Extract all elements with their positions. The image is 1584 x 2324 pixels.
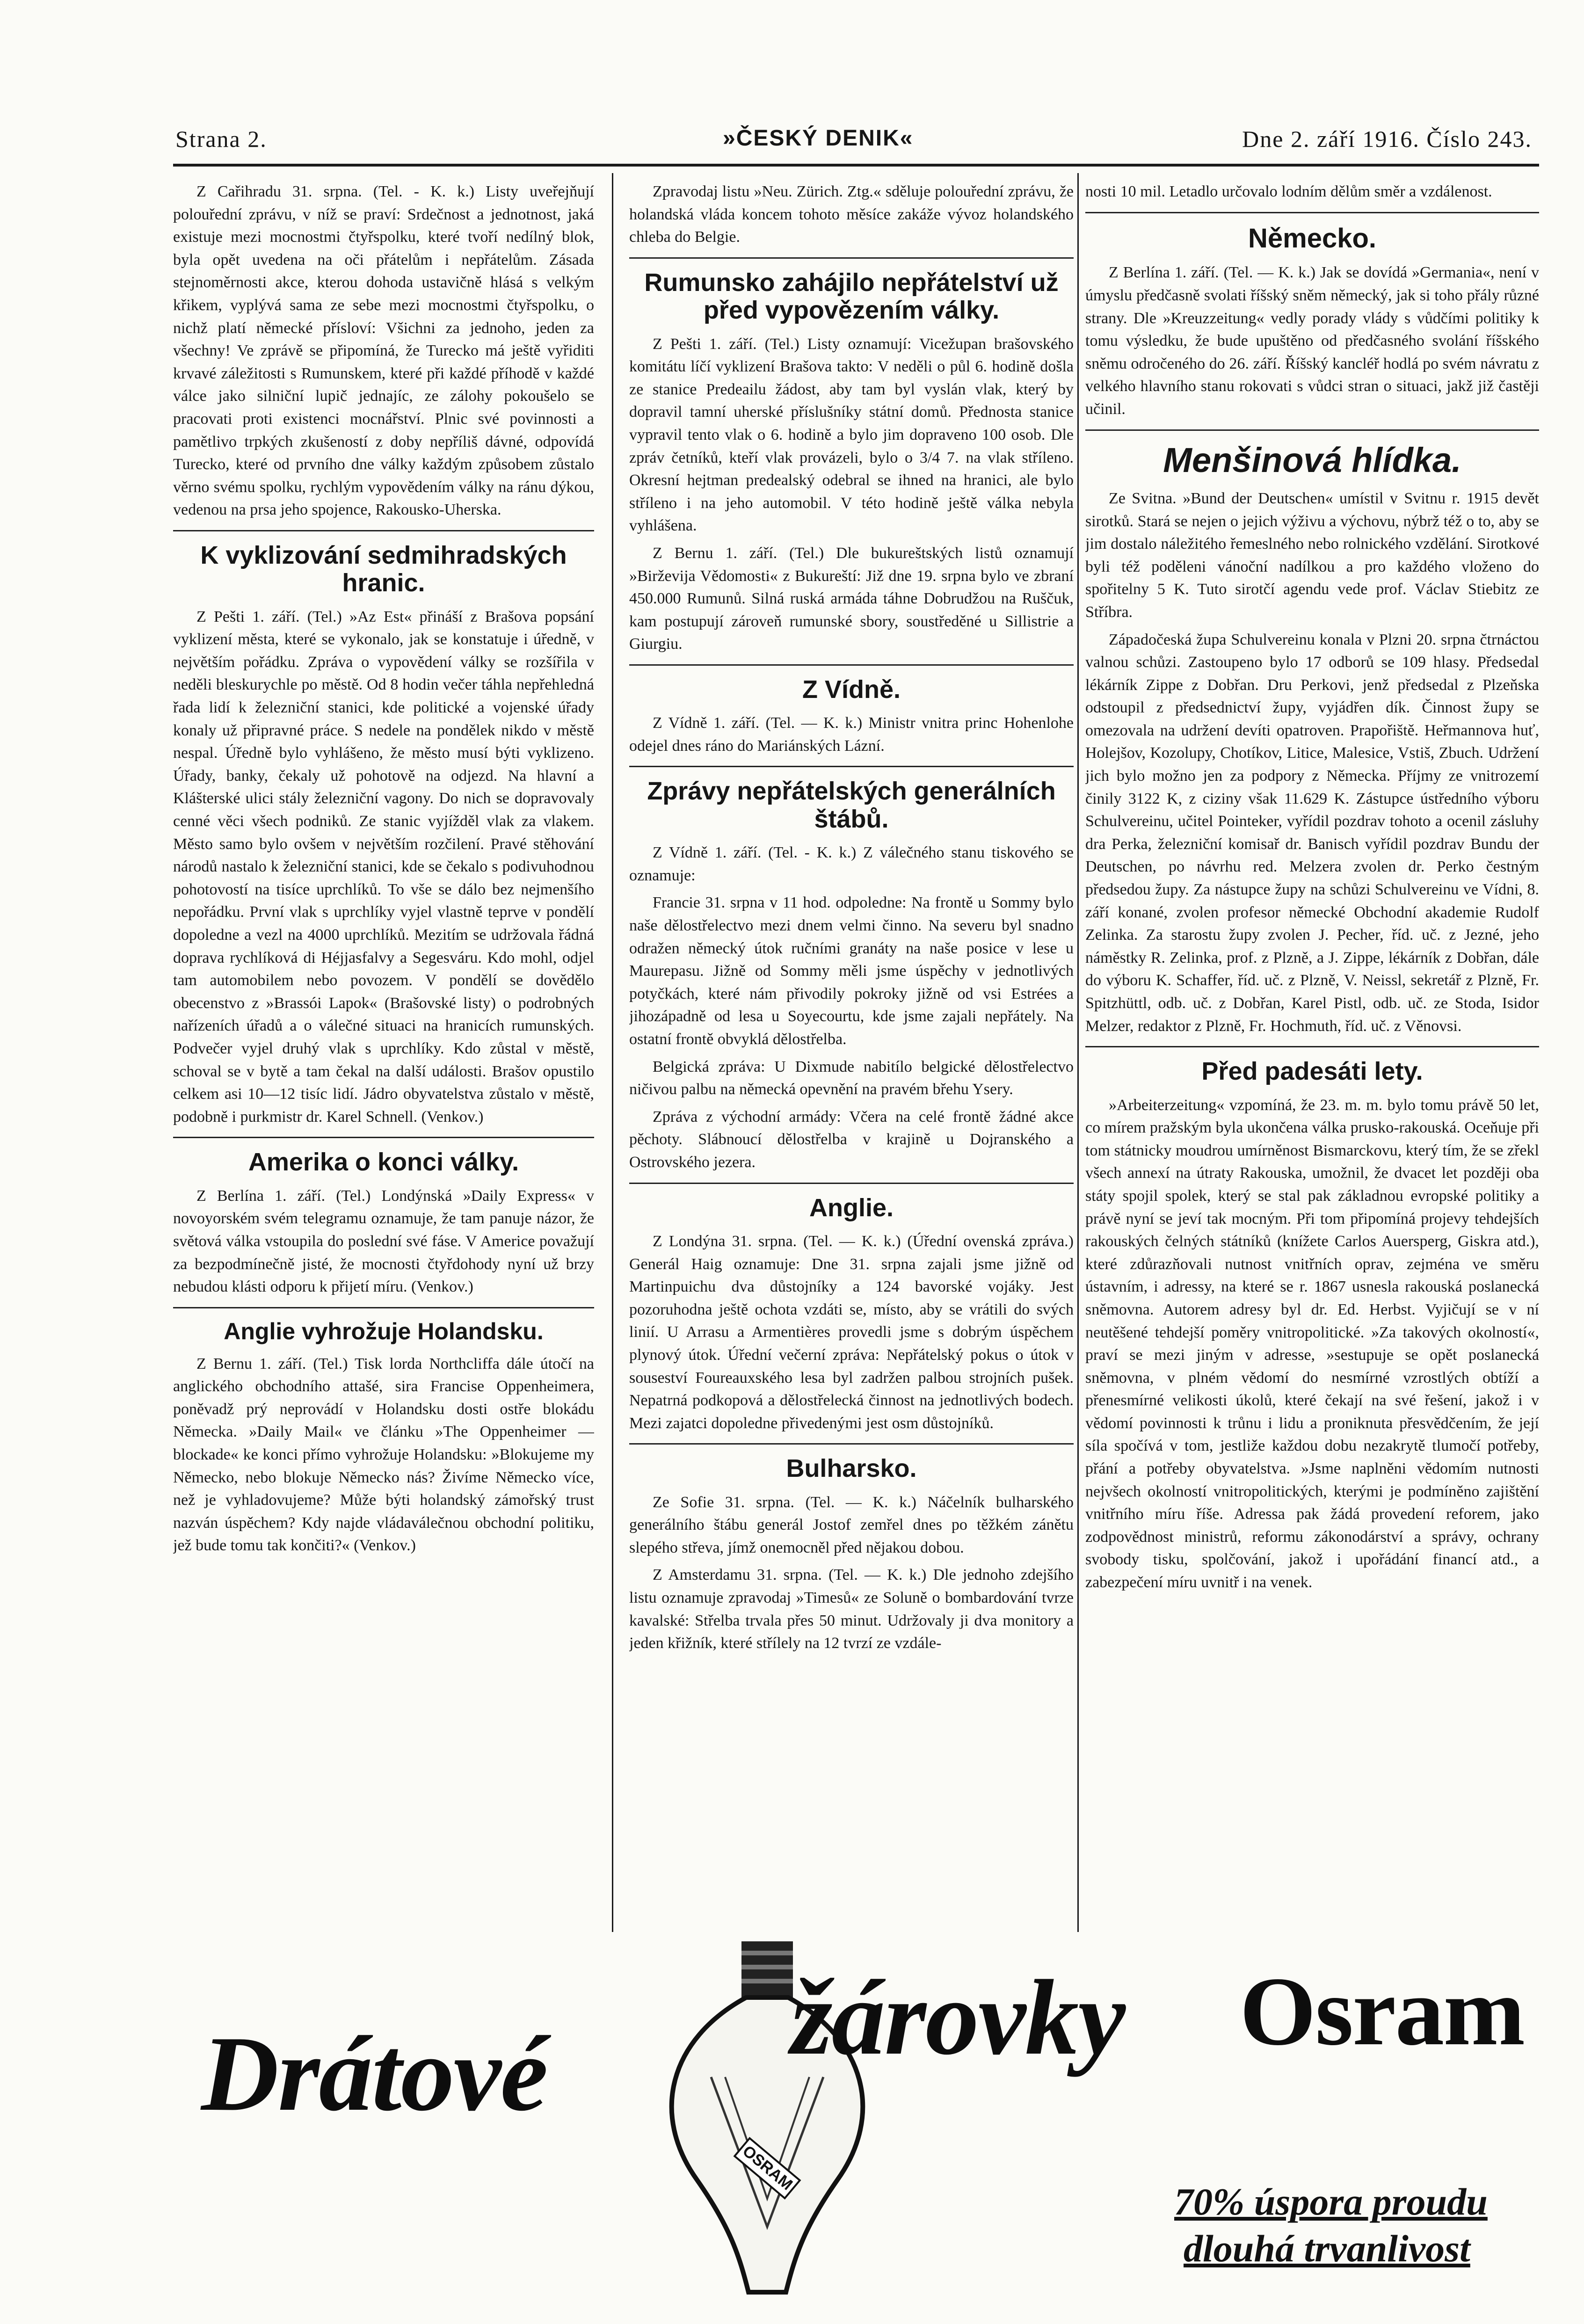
article-england-holland: Z Bernu 1. září. (Tel.) Tisk lorda Northcliffa dále útočí na anglického obchodního attašé, sira Francise Oppenheimera, poněvadž prý neprovádí v Holandsku dosti ostře blokádu Německa. »Daily Mail« ve článku »The Oppenheimer — blockade« ke konci přímo vyhrožuje Holandsku: »Blokujeme my Německo, nebo blokuje Německo nás? Živíme Německo více, než je vyhladovujeme? Může býti holandský zámořský trust nazván úspěchem? Kdy najde vládaválečnou obchodní politiku, jež bude tomu tak končiti?« (Venkov.) (173, 1355, 594, 1554)
separator (173, 1307, 594, 1308)
ad-word-zarovky: žárovky (791, 1958, 1125, 2077)
article-romania-2: Z Bernu 1. září. (Tel.) Dle bukureštských listů oznamují »Birževija Vědomosti« z Bukureští: Již dne 19. srpna bylo ve zbraní 450.000 Rumunů. Silná ruská armáda táhne Dobrudžou na Ruščuk, kam postupují zároveň rumunské sbory, soustředěné u Sillistrie a Giurgiu. (629, 544, 1074, 653)
headline-bulgaria: Bulharsko. (786, 1454, 917, 1483)
page-header (175, 125, 1532, 163)
ad-word-dratove: Drátové (201, 2014, 547, 2133)
article-enemy-intro: Z Vídně 1. září. (Tel. - K. k.) Z válečného stanu tiskového se oznamuje: (629, 844, 1074, 884)
separator (629, 257, 1074, 259)
separator (1085, 429, 1539, 431)
headline-transylvania: K vyklizování sedmihradských hranic. (200, 541, 567, 597)
article-germany: Z Berlína 1. září. (Tel. — K. k.) Jak se dovídá »Germania«, není v úmyslu předčasně svolati říšský sněm německý, jak si toho přály různé strany. Dle »Kreuzzeitung« vedly porady vlády s vůdčími politiky k tomu výsledku, že bude upuštěno od předčasného svolání říšského sněmu odročeného do 26. září. Říšský kancléř hodlá po svém návratu z velkého hlavního stanu rokovati s vůdci stran o situaci, jakž již častěji učinil. (1085, 264, 1539, 418)
column-divider-2 (1077, 173, 1079, 1932)
article-amsterdam: Z Amsterdamu 31. srpna. (Tel. — K. k.) Dle jednoho zdejšího listu oznamuje zpravodaj »Timesů« ze Soluně o bombardování tvrze kavalské: Střelba trvala přes 50 minut. Udržovaly ji dva monitory a jeden křižník, které střílely na 12 tvrzí ze vzdále- (629, 1566, 1074, 1652)
header-rule (173, 164, 1539, 167)
issue-date-number: Dne 2. září 1916. Číslo 243. (1242, 126, 1532, 152)
article-vienna: Z Vídně 1. září. (Tel. — K. k.) Ministr vnitra princ Hohenlohe odejel dnes ráno do Mariánských Lázní. (629, 714, 1074, 755)
bulb-label-text: OSRAM (739, 2142, 796, 2194)
headline-england: Anglie. (809, 1193, 894, 1222)
article-holland-bread: Zpravodaj listu »Neu. Zürich. Ztg.« sděluje polouřední zprávu, že holandská vláda koncem tohoto měsíce zakáže vývoz holandského chleba do Belgie. (629, 183, 1074, 246)
headline-america: Amerika o konci války. (248, 1148, 519, 1177)
headline-minority-watch: Menšinová hlídka. (1163, 440, 1461, 479)
separator (173, 530, 594, 531)
newspaper-title: »ČESKÝ DENIK« (723, 126, 914, 151)
headline-romania: Rumunsko zahájilo nepřátelství už před vypovězením války. (644, 268, 1059, 325)
article-transylvania: Z Pešti 1. září. (Tel.) »Az Est« přináší z Brašova popsání vyklizení města, které se vykonalo, jak se konstatuje i úředně, v největším pořádku. Zpráva o vypovědení války se rozšířila v neděli bleskurychle po městě. Od 8 hodin večer táhla nepřehledná řada lidí k železniční stanici, kde politické a vojenské úřady konaly už připravné práce. S nedele na pondělek nikdo v městě nespal. Úředně bylo vyhlášeno, že město musí býti vyklizeno. Úřady, banky, čekaly už pohotově na odjezd. Na hlavní a Klášterské ulici stály železniční vagony. Do nich se dopravovaly cenné věci všech podniků. Ze stanic vyjížděl vlak za vlakem. Město samo bylo ovšem v největším rozčilení. Pravé stěhování národů nastalo k železniční stanici, kde se čekalo s podivuhodnou pohotovostí na tisíce uprchlíků. To vše se dálo bez nejmenšího nepořádku. První vlak s uprchlíky vyjel vlastně teprve v pondělí dopoledne a vezl na 4000 uprchlíků. Mezitím se udržovala řádná doprava rychlíková di Héjjasfalvy a Segesváru. Kdo mohl, odjel tam automobilem nebo povozem. V pondělí se dovědělo obecenstvo z »Brassói Lapok« (Brašovské listy) o podrobných nařízeních úřadů a o válečné situaci na hranicích rumunských. Podvečer vyjel druhý vlak s uprchlíky. Kdo zůstal v městě, schoval se v bytě a tam čekal na další události. Brašov opustilo celkem asi 10—12 tisíc lidí. Jádro obyvatelstva zůstalo v městě, podobně i purkmistr dr. Karel Schnell. (Venkov.) (173, 608, 594, 1126)
article-america: Z Berlína 1. září. (Tel.) Londýnská »Daily Express« v novoyorském svém telegramu oznamuje, že tam panuje názor, že světová válka vstoupila do poslední své fáse. V Americe považují za bezpodmínečně jisté, že mocnosti čtyřdohody nyní už brzy nebudou klásti odporu k přijetí míru. (Venkov.) (173, 1187, 594, 1296)
headline-fifty-years: Před padesáti lety. (1201, 1057, 1423, 1086)
separator (1085, 212, 1539, 213)
article-svitno: Ze Svitna. »Bund der Deutschen« umístil v Svitnu r. 1915 devět sirotků. Stará se nejen o jejich výživu a výchovu, nýbrž též o to, aby se jim dostalo náležitého řemeslného nebo rolnického vzdělání. Sirotkové byli též poděleni vánoční nadílkou a pro každého vloženo do spořitelny 5 K. Tuto sirotčí agendu vede prof. Václav Stiebitz ze Stříbra. (1085, 489, 1539, 621)
separator (629, 1443, 1074, 1445)
article-bulgaria: Ze Sofie 31. srpna. (Tel. — K. k.) Náčelník bulharského generálního štábu generál Jostof zemřel dnes po těžkém zánětu slepého střeva, jímž onemocněl před nějakou dobou. (629, 1493, 1074, 1556)
separator (173, 1137, 594, 1138)
page-number: Strana 2. (175, 126, 267, 152)
column-3 (1085, 181, 1539, 1939)
article-france: Francie 31. srpna v 11 hod. odpoledne: Na frontě u Sommy bylo naše dělostřelectvo mezi dnem velmi činno. Na severu byl snadno odražen německý útok ručními granáty na naše posice v lese u Maurepasu. Jižně od Sommy měli jsme úspěchy v jednotlivých potyčkách, které nám přivodily pokroky jižně od vsi Estrées a jihozápadně od lesa u Soyecourtu, kde jsme zajali nepřátely. Na ostatní frontě obvyklá dělostřelba. (629, 894, 1074, 1048)
column-divider-1 (612, 173, 613, 1932)
article-constantinople: Z Cařihradu 31. srpna. (Tel. - K. k.) Listy uveřejňují polouřední zprávu, v níž se praví: Srdečnost a jednotnost, jaká existuje mezi mocnostmi čtyřspolku, které tvoří nedílný blok, byla opět uvedena na oči přátelům i nepřátelům. Zásada stejnoměrnosti akce, kterou dohoda ustavičně hlásá s velkým křikem, vyplývá sama ze sebe mezi mocnostmi čtyřspolku, o nichž platí německé přísloví: Všichni za jednoho, jeden za všechny! Ve zprávě se připomíná, že Turecko má ještě vyřiditi krvavé záležitosti s Rumunskem, které při každé příhodě v každé válce jako silniční lupič jednajíc, ze zálohy pokoušelo se pracovati proti existenci mocnářství. Plnic své povinnosti a pamětlivo trpkých zkušeností z doby nepříliš dávné, odpovídá Turecko, které od prvního dne války každým způsobem zůstalo věrno svému spolku, rychlým vypovědením války na ránu dýkou, vedenou na prsa jeho spojence, Rakousko-Uherska. (173, 183, 594, 519)
headline-vienna: Z Vídně. (802, 675, 901, 704)
article-england: Z Londýna 31. srpna. (Tel. — K. k.) (Úřední ovenská zpráva.) Generál Haig oznamuje: Dne 31. srpna zajali jsme jižně od Martinpuichu dva důstojníky a 124 bavorské vojáky. Jest pozoruhodna ještě ochota vzdáti se, místo, aby se vrátili do svých linií. U Arrasu a Armentières provedli jsme s dobrým úspěchem plynový útok. Úřední večerní zpráva: Nepřátelský pokus o útok v souseství Foureauxského lesa byl zadržen palbou strojních pušek. Nepatrná podkopová a dělostřelecká činnost na jednotlivých bodech. Mezi zajatci dopoledne přivedenými jest osm důstojníků. (629, 1232, 1074, 1432)
ad-slogan-savings: 70% úspora proudu (1174, 2180, 1488, 2223)
ad-word-osram: Osram (1240, 1957, 1525, 2066)
column-2 (629, 181, 1074, 1939)
headline-germany: Německo. (1248, 223, 1377, 254)
headline-enemy-staff: Zprávy nepřátelských generálních štábů. (647, 777, 1056, 833)
separator (629, 664, 1074, 666)
article-east-army: Zpráva z východní armády: Včera na celé frontě žádné akce pěchoty. Slábnoucí dělostřelba v krajině u Dojranského a Ostrovského jezera. (629, 1108, 1074, 1171)
article-romania-1: Z Pešti 1. září. (Tel.) Listy oznamují: Vicežupan brašovského komitátu líčí vyklizení Brašova takto: V neděli o půl 6. hodině došla ze stanice Predeailu žádost, aby tam byl vyslán vlak, který by dopravil tamní uherské příslušníky státní domů. Přednosta stanice vypravil tento vlak o 6. hodině a bylo jim dopraveno 100 osob. Dle zpráv četníků, kteří vlak provázeli, bylo o 3/4 7. na vlak stříleno. Okresní hejtman predealský odebral se ihned na hranici, ale bylo stříleno i na jeho automobil. V této hodině ještě válka nebyla vyhlášena. (629, 335, 1074, 535)
separator (629, 1183, 1074, 1184)
article-fifty-years: »Arbeiterzeitung« vzpomíná, že 23. m. m. bylo tomu právě 50 let, co mírem pražským byla ukončena válka prusko-rakouská. Oceňuje při tom státnicky moudrou umírněnost Bismarckovu, který tím, že se zřekl všech annexí na útraty Rakouska, umožnil, že dvacet let později oba státy spojil spolek, který se stal pak základnou evropské politiky a právě nyní se jeví tak mocným. Při tom připomíná projevy tehdejších rakouských čelných státníků (knížete Carlos Auersperg, Giskra atd.), které zdůrazňovali nutnost vnitřních oprav, zejména ve směru ústavním, i adressy, na které se r. 1867 usnesla rakouská poslanecká sněmovna. Autorem adresy byl dr. Ed. Herbst. Vyjičují se v ní neutěšené tehdejší poměry vnitropolitické. »Za takových okolností«, praví se mezi jiným v adresse, »sestupuje se opět poslanecká sněmovna, v plném vědomí do nesmírné vzrostlých obtíží a přenesmírné velikosti úkolů, které čekají na své řešení, jakož i v vědomí povinnosti k trůnu i lidu a proniknuta přesvědčením, že její síla spočívá v tom, jestliže každou dobu nezakrytě tlumočí potřeby, přání a potřeby obyvatelstva. »Jsme naplněni vědomím nutnosti nejvšech okolností vnitropolitických, kterými je podmíněno zajištění vnitřního míru říše. Adressa pak žádá provedení reforem, jako zodpovědnost ministrů, reformu zákonodárství a správy, ochrany svobody tisku, spolčování, jakož i upořádání financí atd., a zabezpečení míru uvnitř i na venek. (1085, 1096, 1539, 1591)
osram-advertisement (201, 1937, 1548, 2292)
ad-slogan-durability: dlouhá trvanlivost (1184, 2227, 1470, 2270)
headline-england-holland: Anglie vyhrožuje Holandsku. (224, 1318, 544, 1344)
article-continuation: nosti 10 mil. Letadlo určovalo lodním dělům směr a vzdálenost. (1085, 183, 1492, 200)
article-belgium: Belgická zpráva: U Dixmude nabitílo belgické dělostřelectvo ničivou palbu na německá opevnění na pravém břehu Ysery. (629, 1058, 1074, 1098)
article-schulverein: Západočeská župa Schulvereinu konala v Plzni 20. srpna čtrnáctou valnou schůzi. Zastoupeno bylo 17 odborů se 109 hlasy. Předsedal lékárník Zippe z Dobřan. Dru Perkovi, jenž předsedal z Plzeňska odstoupil z předsednictví župy, vyjádřen dík. Činnost župy se omezovala na udržení devíti opatroven. Prapořiště. Heřmannova huť, Holejšov, Kozolupy, Chotíkov, Litice, Malesice, Vstiš, Zbuch. Udržení jich bylo možno jen za podpory z Německa. Příjmy ze vnitrozemí činily 3122 K, z ciziny však 11.629 K. Zástupce ústředního výboru Schulvereinu, učitel Pointeker, vyřídil pozdrav tohoto a ocenil zásluhy dra Perka, železniční komisař dr. Banisch vyřídil pozdrav Bundu der Deutschen, po návrhu red. Melzera zvolen dr. Perko čestným předsedou župy. Za nástupce župy na schůzi Schulvereinu ve Vídni, 8. září konané, zvolen profesor německé Obchodní akademie Rudolf Zelinka. Za starostu župy zvolen J. Pecher, říd. uč. z Jezné, jeho náměstky R. Zelinka, prof. z Plzně, a J. Zippe, lékárník z Dobřan, dále do výboru K. Schaffer, říd. uč. z Plzně, V. Neissl, sekretář z Plzně, Fr. Spitzhüttl, odb. uč. z Dobřan, Karel Pistl, odb. uč. ze Stoda, Isidor Melzer, redaktor z Plzně, Fr. Hochmuth, říd. uč. z Věnovsi. (1085, 631, 1539, 1035)
separator (629, 766, 1074, 767)
column-1 (173, 181, 594, 1939)
separator (1085, 1046, 1539, 1047)
